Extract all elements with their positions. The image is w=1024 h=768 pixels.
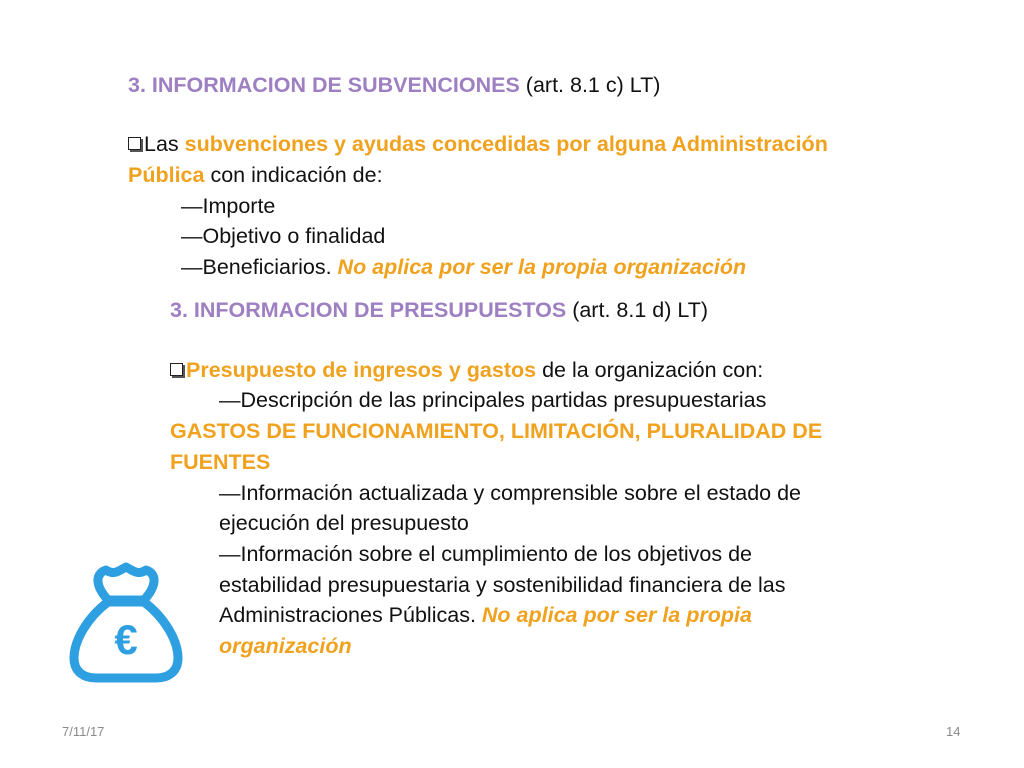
section1-bullet-line2 [128, 160, 383, 190]
section2-heading-title: 3. INFORMACION DE PRESUPUESTOS [170, 298, 567, 322]
section2-heading-ref: (art. 8.1 d) LT) [566, 298, 708, 322]
section1-item-objetivo: —Objetivo o finalidad [181, 224, 386, 248]
section2-bullet-suffix: de la organización con: [536, 358, 764, 382]
footer-date: 7/11/17 [62, 724, 105, 739]
section1-item-beneficiarios [181, 252, 746, 282]
section2-cumpl-label: Administraciones Públicas. [219, 603, 482, 627]
section2-cumpl-line1: —Información sobre el cumplimiento de los objetivos de [219, 542, 752, 566]
section1-bullet-prefix: Las [144, 132, 185, 156]
section2-bullet-highlight: Presupuesto de ingresos y gastos [186, 358, 537, 382]
footer-page-number: 14 [946, 724, 961, 739]
section1-heading-title: 3. INFORMACION DE SUBVENCIONES [128, 73, 520, 97]
money-bag-euro-icon [66, 562, 186, 684]
section1-bullet-highlight-b: Pública [128, 163, 205, 187]
checkbox-bullet-icon [170, 363, 183, 376]
section2-cumpl-note-b: organización [219, 634, 352, 658]
section1-bullet-line1 [128, 129, 828, 159]
section2-item-descripcion: —Descripción de las principales partidas presupuestarias [219, 388, 767, 412]
section2-cumpl-line2: estabilidad presupuestaria y sostenibilidad financiera de las [219, 573, 786, 597]
section2-cumpl-line3 [219, 600, 752, 630]
section1-bullet-highlight-a: subvenciones y ayudas concedidas por alguna Administración [184, 132, 828, 156]
section2-info-act-line2: ejecución del presupuesto [219, 511, 469, 535]
section1-bullet-suffix: con indicación de: [204, 163, 383, 187]
section2-gastos-line2: FUENTES [170, 450, 271, 474]
section2-info-act-line1: —Información actualizada y comprensible sobre el estado de [219, 481, 802, 505]
section2-bullet-line [170, 355, 763, 385]
section2-cumpl-note-a: No aplica por ser la propia [481, 603, 752, 627]
section1-heading-ref: (art. 8.1 c) LT) [519, 73, 661, 97]
section1-item-importe: —Importe [181, 194, 276, 218]
section1-beneficiarios-label: —Beneficiarios. [181, 255, 338, 279]
section2-gastos-line1: GASTOS DE FUNCIONAMIENTO, LIMITACIÓN, PLURALIDAD DE [170, 419, 823, 443]
section1-heading [128, 70, 660, 100]
checkbox-bullet-icon [128, 137, 141, 150]
section1-beneficiarios-note: No aplica por ser la propia organización [337, 255, 747, 279]
euro-symbol: € [114, 616, 138, 663]
section2-heading [170, 295, 708, 325]
